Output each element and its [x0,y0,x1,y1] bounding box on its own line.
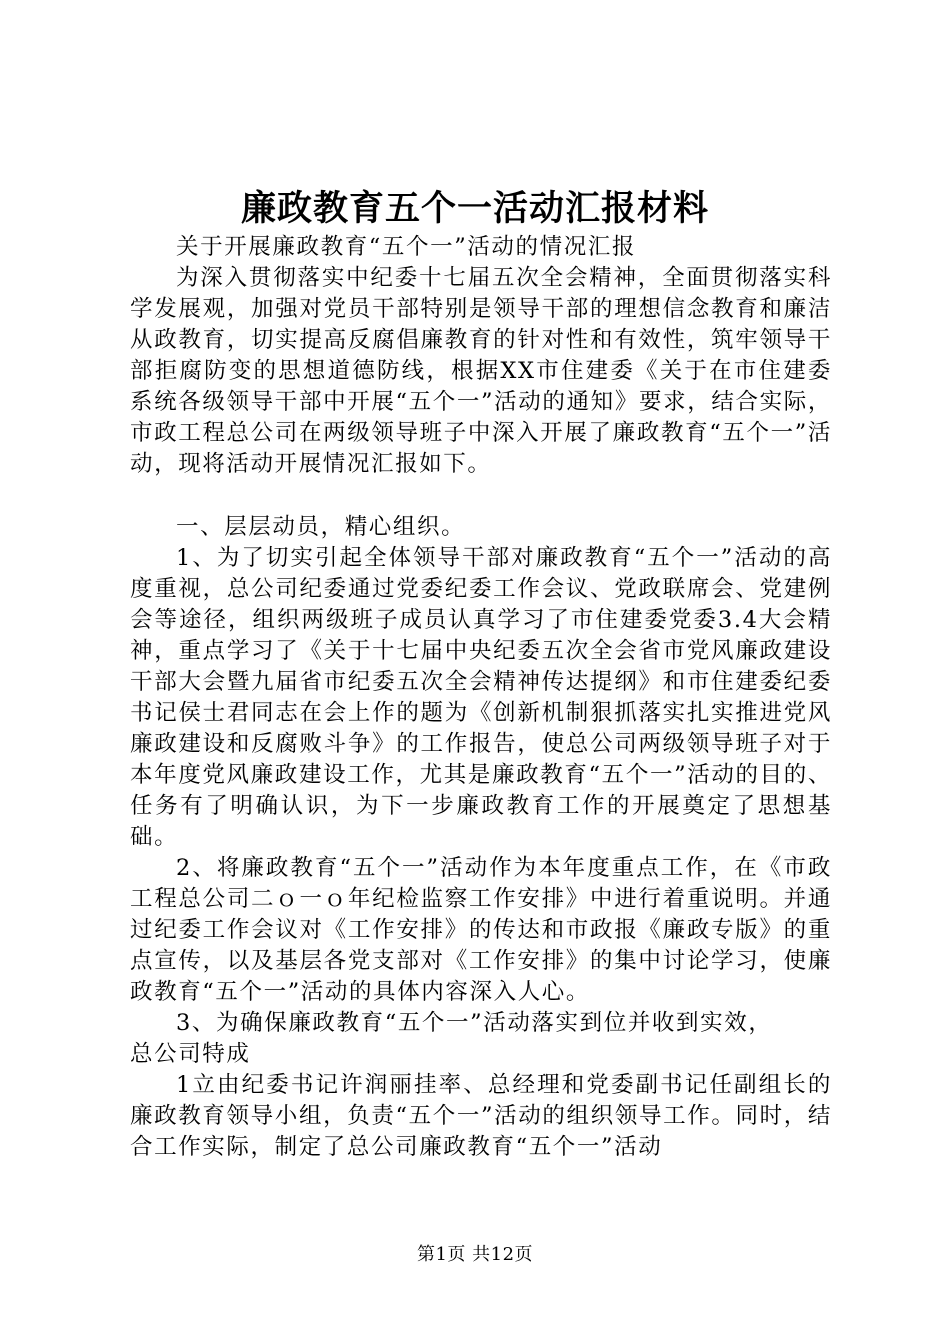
paragraph-item-2: 2、将廉政教育“五个一”活动作为本年度重点工作，在《市政工程总公司二ｏ一ｏ年纪检监察工作安排》中进行着重说明。并通过纪委工作会议对《工作安排》的传达和市政报《廉政专版》的重点宣传，以及基层各党支部对《工作安排》的集中讨论学习，使廉政教育“五个一”活动的具体内容深入人心。 [130,855,832,1005]
paragraph-intro: 为深入贯彻落实中纪委十七届五次全会精神，全面贯彻落实科学发展观，加强对党员干部特别是领导干部的理想信念教育和廉洁从政教育，切实提高反腐倡廉教育的针对性和有效性，筑牢领导干部拒腐防变的思想道德防线，根据XX市住建委《关于在市住建委系统各级领导干部中开展“五个一”活动的通知》要求，结合实际，市政工程总公司在两级领导班子中深入开展了廉政教育“五个一”活动，现将活动开展情况汇报如下。 [130,265,832,477]
document-title: 廉政教育五个一活动汇报材料 [240,188,709,229]
page-number: 第1页 共12页 [416,1244,534,1265]
section-heading: 一、层层动员，精心组织。 [176,514,466,540]
paragraph-item-3-detail: 1立由纪委书记许润丽挂率、总经理和党委副书记任副组长的廉政教育领导小组，负责“五个一”活动的组织领导工作。同时，结合工作实际，制定了总公司廉政教育“五个一”活动 [130,1072,832,1160]
paragraph-spacer [130,480,832,512]
document-body [130,232,832,1163]
paragraph-item-3-continued: 总公司特成 [130,1041,251,1067]
paragraph-heading: 关于开展廉政教育“五个一”活动的情况汇报 [176,234,637,260]
paragraph-item-3: 3、为确保廉政教育“五个一”活动落实到位并收到实效， [176,1010,773,1036]
paragraph-item-1: 1、为了切实引起全体领导干部对廉政教育“五个一”活动的高度重视，总公司纪委通过党委纪委工作会议、党政联席会、党建例会等途径，组织两级班子成员认真学习了市住建委党委3.4大会精神，重点学习了《关于十七届中央纪委五次全会省市党风廉政建设干部大会暨九届省市纪委五次全会精神传达提纲》和市住建委纪委书记侯士君同志在会上作的题为《创新机制狠抓落实扎实推进党风廉政建设和反腐败斗争》的工作报告，使总公司两级领导班子对于本年度党风廉政建设工作，尤其是廉政教育“五个一”活动的目的、任务有了明确认识，为下一步廉政教育工作的开展奠定了思想基础。 [130,545,832,850]
